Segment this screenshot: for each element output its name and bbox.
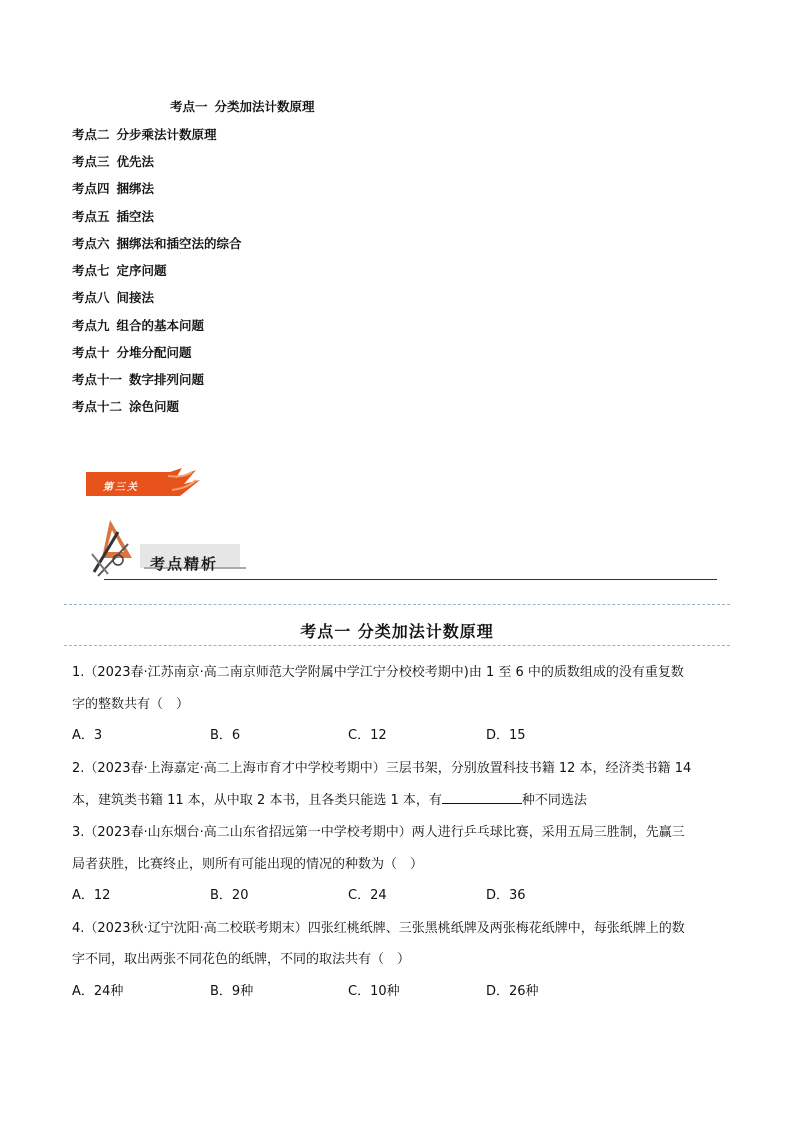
- question-text: 4.（2023秋·辽宁沈阳·高二校联考期末）四张红桃纸牌、三张黑桃纸牌及两张梅花纸牌中，每张纸牌上的数: [72, 921, 685, 936]
- section-banner-label: 第三关: [103, 482, 139, 493]
- toc-item: 考点二 分步乘法计数原理: [72, 127, 217, 142]
- topic-title: 考点一 分类加法计数原理: [300, 622, 494, 641]
- question-text: 2.（2023春·上海嘉定·高二上海市育才中学校考期中）三层书架，分别放置科技书籍 12 本，经济类书籍 14: [72, 761, 692, 776]
- toc-item: 考点十一 数字排列问题: [72, 372, 205, 387]
- question-text: 1.（2023春·江苏南京·高二南京师范大学附属中学江宁分校校考期中)由 1 至 6 中的质数组成的没有重复数: [72, 665, 684, 680]
- question-text: 字不同，取出两张不同花色的纸牌，不同的取法共有（ ）: [72, 952, 411, 967]
- option-d: D．36: [486, 888, 526, 903]
- option-c: C．10种: [348, 984, 400, 999]
- question-text: 局者获胜，比赛终止，则所有可能出现的情况的种数为（ ）: [72, 857, 424, 872]
- option-c: C．24: [348, 888, 387, 903]
- option-a: A．12: [72, 888, 111, 903]
- toc-item: 考点十二 涂色问题: [72, 399, 180, 414]
- toc-item: 考点十 分堆分配问题: [72, 345, 192, 360]
- answer-blank[interactable]: [442, 790, 522, 804]
- toc-item: 考点一 分类加法计数原理: [170, 99, 315, 114]
- toc-item: 考点七 定序问题: [72, 263, 167, 278]
- option-b: B．6: [210, 728, 241, 743]
- divider-bottom: [64, 645, 730, 646]
- option-d: D．15: [486, 728, 526, 743]
- option-a: A．3: [72, 728, 103, 743]
- toc-item: 考点三 优先法: [72, 154, 155, 169]
- question-text: 字的整数共有（ ）: [72, 697, 190, 712]
- option-c: C．12: [348, 728, 387, 743]
- divider-top: [64, 604, 730, 605]
- question-text: 本，建筑类书籍 11 本，从中取 2 本书，且各类只能选 1 本，有 种不同选法: [72, 789, 732, 808]
- option-b: B．9种: [210, 984, 254, 999]
- section-banner-graphic: [84, 466, 200, 500]
- toc-item: 考点六 捆绑法和插空法的综合: [72, 236, 242, 251]
- question-text: 3.（2023春·山东烟台·高二山东省招远第一中学校考期中）两人进行乒乓球比赛，采用五局三胜制，先赢三: [72, 825, 685, 840]
- option-a: A．24种: [72, 984, 124, 999]
- option-d: D．26种: [486, 984, 539, 999]
- toc-item: 考点五 插空法: [72, 209, 155, 224]
- header-rule: [104, 579, 717, 580]
- section-header-title: 考点精析: [150, 555, 219, 573]
- toc-item: 考点四 捆绑法: [72, 181, 155, 196]
- option-b: B．20: [210, 888, 249, 903]
- toc-item: 考点九 组合的基本问题: [72, 318, 205, 333]
- toc-item: 考点八 间接法: [72, 290, 155, 305]
